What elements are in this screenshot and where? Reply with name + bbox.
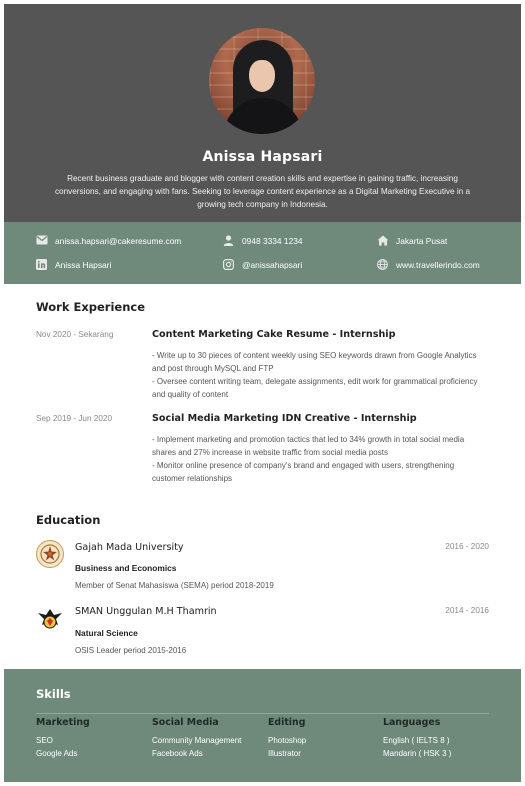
skill-column-social-media [152, 717, 241, 760]
skill-item: Google Ads [36, 748, 78, 758]
skill-item: Mandarin ( HSK 3 ) [383, 748, 452, 758]
resume-header [4, 4, 521, 222]
skill-item: Community Management [152, 736, 242, 745]
skill-heading: Marketing [36, 717, 90, 728]
job-bullet: - Write up to 30 pieces of content weekly using SEO keywords drawn from Google Analytics and post through MySQL and FTP [152, 351, 477, 373]
skill-column-languages [383, 717, 451, 760]
education-date: 2014 - 2016 [445, 606, 489, 615]
job-title: Content Marketing Cake Resume - Internship [152, 329, 396, 340]
school-logo [36, 605, 64, 633]
contact-phone[interactable] [223, 235, 303, 246]
person-icon [223, 235, 235, 246]
job-bullets [152, 349, 487, 401]
skill-item: Illustrator [268, 748, 301, 758]
contact-instagram[interactable] [223, 259, 302, 270]
avatar [209, 28, 315, 134]
job-title: Social Media Marketing IDN Creative - Internship [152, 413, 417, 424]
resume-page [4, 4, 521, 782]
skill-heading: Social Media [152, 717, 219, 728]
skill-column-marketing [36, 717, 90, 760]
contact-linkedin-text: Anissa Hapsari [55, 259, 112, 270]
contact-location-text: Jakarta Pusat [396, 235, 448, 246]
job-bullet: - Implement marketing and promotion tactics that led to 34% growth in total social media shares and 27% increase in website traffic from social media posts [152, 435, 465, 457]
contact-email-text: anissa.hapsari@cakeresume.com [55, 235, 182, 246]
university-logo [36, 540, 64, 568]
section-title-education: Education [36, 513, 101, 527]
section-title-skills: Skills [36, 687, 71, 701]
job-bullet: - Monitor online presence of company's brand and engaged with users, strengthening customer relationships [152, 461, 455, 483]
home-icon [377, 235, 389, 246]
job-bullets [152, 433, 487, 485]
school-name: Gajah Mada University [75, 542, 184, 553]
skills-divider [36, 713, 489, 714]
school-note: OSIS Leader period 2015-2016 [75, 646, 187, 655]
profile-name: Anissa Hapsari [202, 149, 323, 165]
linkedin-icon [36, 259, 48, 270]
school-major: Business and Economics [75, 563, 177, 573]
school-name: SMAN Unggulan M.H Thamrin [75, 606, 217, 617]
school-note: Member of Senat Mahasiswa (SEMA) period 2018-2019 [75, 581, 274, 590]
skill-item: SEO [36, 736, 53, 745]
skill-item: Photoshop [268, 736, 307, 745]
globe-icon [377, 259, 389, 270]
skills-section [4, 669, 521, 782]
contact-phone-text: 0948 3334 1234 [242, 235, 303, 246]
skill-item: Facebook Ads [152, 748, 203, 758]
contact-website[interactable] [377, 259, 480, 270]
skill-heading: Editing [268, 717, 306, 728]
skill-column-editing [268, 717, 306, 760]
profile-summary: Recent business graduate and blogger with content creation skills and expertise in gaining traffic, increasing conversions, and engaging with fans. Seeking to leverage content experience as a Digital Marketing Executive in a growing tech company in Indonesia. [54, 174, 471, 209]
instagram-icon [223, 259, 235, 270]
contact-bar [4, 222, 521, 284]
job-bullet: - Oversee content writing team, delegate assignments, edit work for grammatical proficiency and quality of content [152, 377, 478, 399]
mail-icon [36, 235, 48, 246]
education-date: 2016 - 2020 [445, 542, 489, 551]
contact-location[interactable] [377, 235, 447, 246]
section-title-work: Work Experience [36, 300, 146, 314]
contact-email[interactable] [36, 235, 181, 246]
contact-website-text: www.travellerindo.com [396, 259, 480, 270]
contact-linkedin[interactable] [36, 259, 111, 270]
contact-instagram-text: @anissahapsari [242, 259, 303, 270]
job-date: Sep 2019 - Jun 2020 [36, 414, 113, 423]
job-date: Nov 2020 - Sekarang [36, 330, 114, 339]
skill-heading: Languages [383, 717, 441, 728]
school-major: Natural Science [75, 628, 138, 638]
skill-item: English ( IELTS 8 ) [383, 736, 450, 745]
